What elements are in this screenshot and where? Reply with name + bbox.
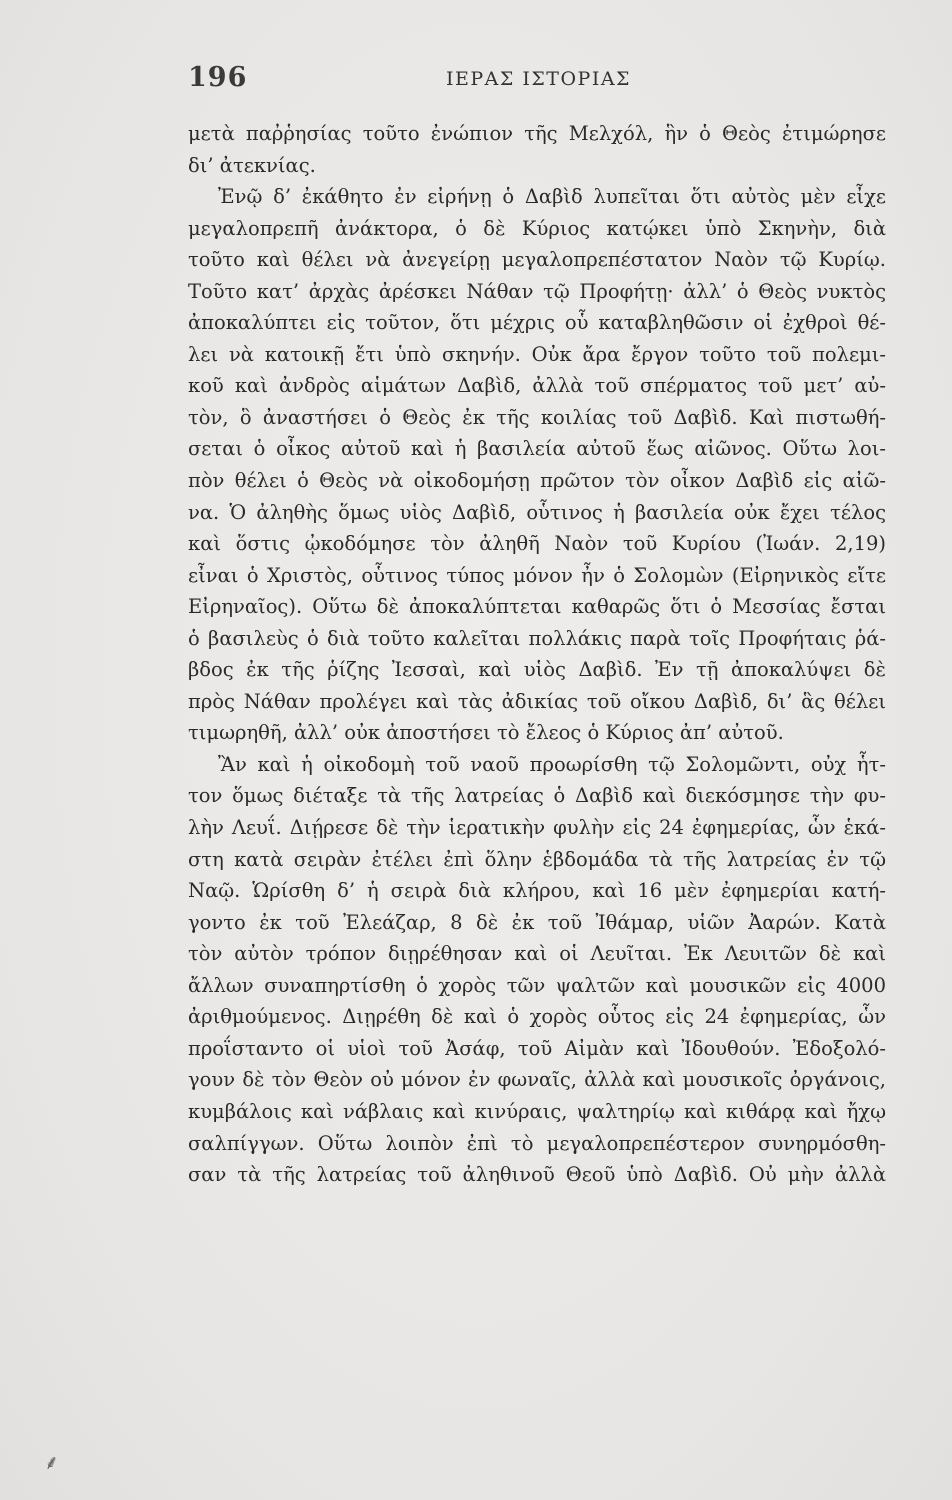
text-line: να. Ὁ ἀληθὴς ὅμως υἱὸς Δαβὶδ, οὗτινος ἡ βασιλεία οὐκ ἔχει τέλος <box>188 500 886 524</box>
text-line: δι’ ἀτεκνίας. <box>188 153 316 177</box>
text-line: Ἂν καὶ ἡ οἰκοδομὴ τοῦ ναοῦ προωρίσθη τῷ Σολομῶντι, οὐχ ἧτ- <box>218 752 886 776</box>
text-line: μεγαλοπρεπῆ ἀνάκτορα, ὁ δὲ Κύριος κατῴκει ὑπὸ Σκηνὴν, διὰ <box>188 216 886 240</box>
text-line: Τοῦτο κατ’ ἀρχὰς ἀρέσκει Νάθαν τῷ Προφήτῃ· ἀλλ’ ὁ Θεὸς νυκτὸς <box>188 279 886 303</box>
text-line: πρὸς Νάθαν προλέγει καὶ τὰς ἀδικίας τοῦ οἴκου Δαβὶδ, δι’ ἃς θέλει <box>188 689 886 713</box>
running-title: ΙΕΡΑΣ ΙΣΤΟΡΙΑΣ <box>446 68 631 90</box>
text-line: τον ὅμως διέταξε τὰ τῆς λατρείας ὁ Δαβὶδ καὶ διεκόσμησε τὴν φυ- <box>188 784 886 808</box>
text-line: ἀποκαλύπτει εἰς τοῦτον, ὅτι μέχρις οὗ καταβληθῶσιν οἱ ἐχθροὶ θέ- <box>188 311 886 335</box>
text-line: ἄλλων συναπηρτίσθη ὁ χορὸς τῶν ψαλτῶν καὶ μουσικῶν εἰς 4000 <box>188 973 886 997</box>
page-number: 196 <box>188 62 248 93</box>
text-line: βδος ἐκ τῆς ῥίζης Ἰεσσαὶ, καὶ υἱὸς Δαβὶδ. Ἐν τῇ ἀποκαλύψει δὲ <box>188 658 886 682</box>
text-line: ἀριθμούμενος. Διῃρέθη δὲ καὶ ὁ χορὸς οὗτος εἰς 24 ἐφημερίας, ὧν <box>188 1005 886 1029</box>
text-line: μετὰ παῤῥησίας τοῦτο ἐνώπιον τῆς Μελχόλ, ἣν ὁ Θεὸς ἐτιμώρησε <box>188 122 886 145</box>
text-line: τὸν αὐτὸν τρόπον διῃρέθησαν καὶ οἱ Λευῖται. Ἐκ Λευιτῶν δὲ καὶ <box>188 942 886 966</box>
text-line: τοῦτο καὶ θέλει νὰ ἀνεγείρῃ μεγαλοπρεπέστατον Ναὸν τῷ Κυρίῳ. <box>188 248 886 272</box>
text-line: τιμωρηθῆ, ἀλλ’ οὐκ ἀποστήσει τὸ ἔλεος ὁ Κύριος ἀπ’ αὐτοῦ. <box>188 721 784 745</box>
text-line: πὸν θέλει ὁ Θεὸς νὰ οἰκοδομήσῃ πρῶτον τὸν οἶκον Δαβὶδ εἰς αἰῶ- <box>188 469 886 493</box>
text-line: κοῦ καὶ ἀνδρὸς αἱμάτων Δαβὶδ, ἀλλὰ τοῦ σπέρματος τοῦ μετ’ αὐ- <box>188 374 886 398</box>
text-line: προΐσταντο οἱ υἱοὶ τοῦ Ἀσάφ, τοῦ Αἰμὰν καὶ Ἰδουθούν. Ἐδοξολό- <box>188 1036 886 1060</box>
text-line: γοντο ἐκ τοῦ Ἐλεάζαρ, 8 δὲ ἐκ τοῦ Ἰθάμαρ, υἱῶν Ἀαρών. Κατὰ <box>188 910 886 934</box>
text-line: σαν τὰ τῆς λατρείας τοῦ ἀληθινοῦ Θεοῦ ὑπὸ Δαβὶδ. Οὐ μὴν ἀλλὰ <box>188 1163 886 1187</box>
text-line: ὁ βασιλεὺς ὁ διὰ τοῦτο καλεῖται πολλάκις παρὰ τοῖς Προφήταις ῥά- <box>188 626 886 650</box>
main-text <box>188 118 886 1191</box>
text-line: κυμβάλοις καὶ νάβλαις καὶ κινύραις, ψαλτηρίῳ καὶ κιθάρᾳ καὶ ἤχῳ <box>188 1099 886 1123</box>
text-line: σαλπίγγων. Οὕτω λοιπὸν ἐπὶ τὸ μεγαλοπρεπέστερον συνηρμόσθη- <box>188 1131 886 1155</box>
text-line: Εἰρηναῖος). Οὕτω δὲ ἀποκαλύπτεται καθαρῶς ὅτι ὁ Μεσσίας ἔσται <box>188 595 886 619</box>
text-line: τὸν, ὃ ἀναστήσει ὁ Θεὸς ἐκ τῆς κοιλίας τοῦ Δαβὶδ. Καὶ πιστωθή- <box>188 405 886 429</box>
text-line: καὶ ὅστις ᾠκοδόμησε τὸν ἀληθῆ Ναὸν τοῦ Κυρίου (Ἰωάν. 2,19) <box>188 532 886 556</box>
text-line: Ἐνῷ δ’ ἐκάθητο ἐν εἰρήνῃ ὁ Δαβὶδ λυπεῖται ὅτι αὐτὸς μὲν εἶχε <box>218 185 886 209</box>
page-header <box>188 62 888 96</box>
text-line: λει νὰ κατοικῇ ἔτι ὑπὸ σκηνήν. Οὐκ ἄρα ἔργον τοῦτο τοῦ πολεμι- <box>188 342 886 366</box>
text-line: εἶναι ὁ Χριστὸς, οὗτινος τύπος μόνον ἦν ὁ Σολομὼν (Εἰρηνικὸς εἴτε <box>188 563 886 587</box>
text-line: στη κατὰ σειρὰν ἐτέλει ἐπὶ ὅλην ἑβδομάδα τὰ τῆς λατρείας ἐν τῷ <box>188 847 886 871</box>
printer-mark: ⸙ <box>44 1450 59 1474</box>
text-line: λὴν Λευΐ. Διῄρεσε δὲ τὴν ἱερατικὴν φυλὴν εἰς 24 ἐφημερίας, ὧν ἑκά- <box>188 816 886 840</box>
text-line: γουν δὲ τὸν Θεὸν οὐ μόνον ἐν φωναῖς, ἀλλὰ καὶ μουσικοῖς ὀργάνοις, <box>188 1068 886 1092</box>
text-line: Ναῷ. Ὡρίσθη δ’ ἡ σειρὰ διὰ κλήρου, καὶ 16 μὲν ἐφημερίαι κατή- <box>188 879 886 903</box>
text-line: σεται ὁ οἶκος αὐτοῦ καὶ ἡ βασιλεία αὐτοῦ ἕως αἰῶνος. Οὕτω λοι- <box>188 437 886 461</box>
